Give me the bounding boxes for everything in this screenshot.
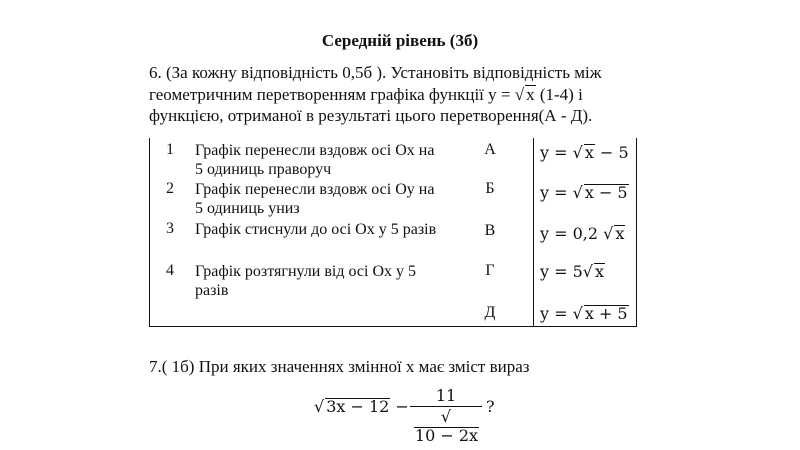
- task-6-statement: [149, 62, 669, 127]
- option-g-letter: Г: [485, 262, 495, 279]
- expr-denominator: √10 − 2x: [410, 406, 482, 445]
- option-d-radicand: x + 5: [584, 304, 628, 323]
- option-d-function: y = √ x + 5: [540, 304, 628, 323]
- option-g-function: y = 5√ x: [540, 262, 605, 281]
- section-heading: Середній рівень (3б): [321, 31, 479, 50]
- expr-fraction: [410, 386, 482, 445]
- option-b-function: y = √ x − 5: [540, 183, 628, 202]
- option-b-radicand: x − 5: [584, 183, 628, 202]
- option-a-letter: А: [484, 141, 496, 158]
- expr-radicand-1: 3x − 12: [326, 397, 390, 416]
- expr-left-sqrt: √ 3x − 12 −: [314, 397, 409, 416]
- task-6-line-2-suffix: (1-4) і: [535, 84, 583, 104]
- option-d-prefix: y =: [540, 304, 573, 323]
- expr-numerator: 11: [435, 386, 457, 405]
- row-3-number: 3: [166, 220, 174, 237]
- row-3-description: Графік стиснули до осі Ох у 5 разів: [195, 221, 437, 238]
- row-4-description: Графік розтягнули від осі Ох у 5 разів: [195, 263, 416, 299]
- option-g-radicand: x: [595, 262, 605, 281]
- row-2-number: 2: [166, 180, 174, 197]
- option-a-function: y = √ x − 5: [540, 143, 629, 162]
- option-a-radicand: x: [584, 143, 594, 162]
- row-4-number: 4: [166, 262, 174, 279]
- option-b-prefix: y =: [540, 183, 573, 202]
- option-a-prefix: y =: [540, 143, 573, 162]
- option-a-suffix: − 5: [594, 143, 629, 162]
- option-v-radicand: x: [615, 224, 625, 243]
- row-2-description: Графік перенесли вздовж осі Оу на 5 одиниць униз: [195, 181, 435, 217]
- option-b-letter: Б: [485, 180, 495, 197]
- row-1-number: 1: [166, 141, 174, 158]
- task-6-line-1: 6. (За кожну відповідність 0,5б ). Установіть відповідність між: [149, 63, 602, 82]
- expr-question-mark: ?: [486, 397, 495, 416]
- option-d-letter: Д: [484, 304, 496, 321]
- table-divider: [533, 138, 534, 326]
- option-v-letter: В: [484, 222, 496, 239]
- option-g-prefix: y = 5: [540, 262, 583, 281]
- task-6-line-2-prefix: геометричним перетворенням графіка функції y =: [149, 84, 515, 104]
- option-v-function: y = 0,2 √ x: [540, 224, 625, 243]
- expr-minus: −: [390, 397, 409, 416]
- row-1-description: Графік перенесли вздовж осі Ох на 5 одиниць праворуч: [195, 142, 435, 178]
- expr-denominator-radicand: 10 − 2x: [414, 426, 479, 445]
- matching-table: [149, 138, 637, 327]
- task-7-statement: 7.( 1б) При яких значеннях змінної х має зміст вираз: [149, 357, 530, 376]
- sqrt-x-radicand: x: [526, 84, 535, 104]
- sqrt-x: √ x: [514, 84, 535, 104]
- option-v-prefix: y = 0,2: [540, 224, 604, 243]
- task-6-line-3: функцією, отриманої в результаті цього перетворення(А - Д).: [149, 106, 593, 125]
- task-6-line-2: [149, 84, 669, 106]
